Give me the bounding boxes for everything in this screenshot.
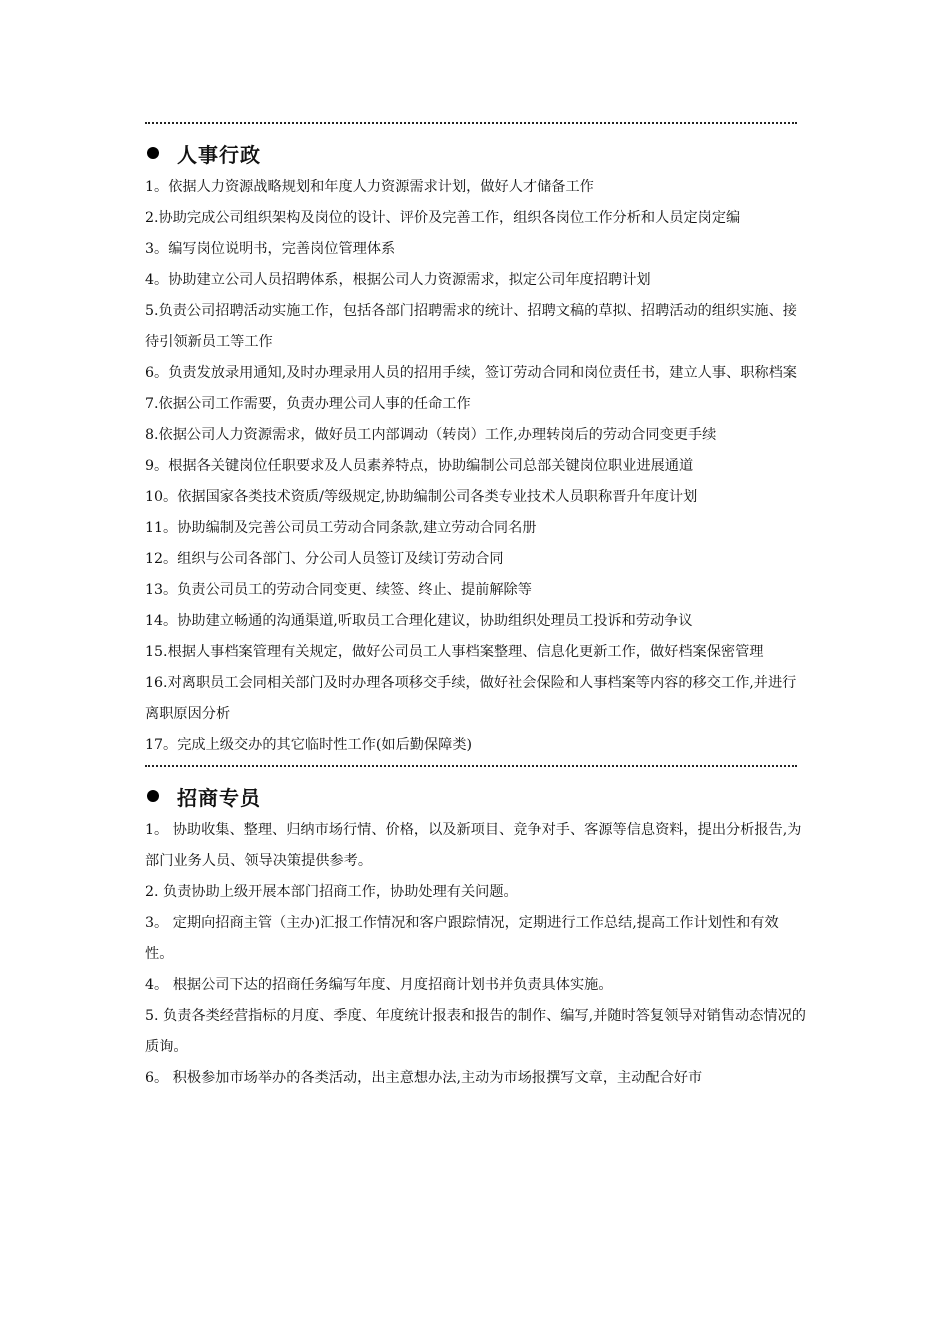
section-investment-specialist bbox=[145, 779, 807, 1094]
section-hr-admin bbox=[145, 136, 807, 761]
list-item: 2. 负责协助上级开展本部门招商工作，协助处理有关问题。 bbox=[145, 884, 518, 900]
list-item: 2.协助完成公司组织架构及岗位的设计、评价及完善工作，组织各岗位工作分析和人员定岗定编 bbox=[145, 210, 741, 226]
bullet-icon bbox=[147, 790, 159, 802]
list-item: 3。 定期向招商主管（主办)汇报工作情况和客户跟踪情况，定期进行工作总结,提高工作计划性和有效性。 bbox=[145, 915, 779, 962]
list-item: 1。 协助收集、整理、归纳市场行情、价格，以及新项目、竞争对手、客源等信息资料，提出分析报告,为部门业务人员、领导决策提供参考。 bbox=[145, 822, 802, 869]
dotted-divider bbox=[145, 765, 797, 771]
dotted-divider bbox=[145, 122, 797, 128]
document-page bbox=[145, 118, 807, 1094]
list-item: 14。协助建立畅通的沟通渠道,听取员工合理化建议，协助组织处理员工投诉和劳动争议 bbox=[145, 613, 693, 629]
section-heading bbox=[145, 136, 807, 170]
list-item: 4。协助建立公司人员招聘体系，根据公司人力资源需求，拟定公司年度招聘计划 bbox=[145, 272, 651, 288]
list-item: 16.对离职员工会同相关部门及时办理各项移交手续，做好社会保险和人事档案等内容的移交工作,并进行离职原因分析 bbox=[145, 675, 797, 722]
list-item: 6。负责发放录用通知,及时办理录用人员的招用手续，签订劳动合同和岗位责任书，建立人事、职称档案 bbox=[145, 365, 797, 381]
list-item: 13。负责公司员工的劳动合同变更、续签、终止、提前解除等 bbox=[145, 582, 532, 598]
section-title: 招商专员 bbox=[177, 785, 261, 810]
section-title: 人事行政 bbox=[177, 142, 261, 167]
list-item: 9。根据各关键岗位任职要求及人员素养特点，协助编制公司总部关键岗位职业进展通道 bbox=[145, 458, 694, 474]
list-item: 5. 负责各类经营指标的月度、季度、年度统计报表和报告的制作、编写,并随时答复领导对销售动态情况的质询。 bbox=[145, 1008, 806, 1055]
list-item: 4。 根据公司下达的招商任务编写年度、月度招商计划书并负责具体实施。 bbox=[145, 977, 613, 993]
bullet-icon bbox=[147, 147, 159, 159]
list-item: 11。协助编制及完善公司员工劳动合同条款,建立劳动合同名册 bbox=[145, 520, 537, 536]
list-item: 5.负责公司招聘活动实施工作，包括各部门招聘需求的统计、招聘文稿的草拟、招聘活动的组织实施、接待引领新员工等工作 bbox=[145, 303, 797, 350]
list-item: 10。依据国家各类技术资质/等级规定,协助编制公司各类专业技术人员职称晋升年度计划 bbox=[145, 489, 698, 505]
list-item: 17。完成上级交办的其它临时性工作(如后勤保障类) bbox=[145, 737, 473, 753]
list-item: 12。组织与公司各部门、分公司人员签订及续订劳动合同 bbox=[145, 551, 504, 567]
list-item: 15.根据人事档案管理有关规定，做好公司员工人事档案整理、信息化更新工作，做好档案保密管理 bbox=[145, 644, 764, 660]
list-item: 1。依据人力资源战略规划和年度人力资源需求计划，做好人才储备工作 bbox=[145, 179, 594, 195]
list-item: 3。编写岗位说明书，完善岗位管理体系 bbox=[145, 241, 396, 257]
list-item: 7.依据公司工作需要，负责办理公司人事的任命工作 bbox=[145, 396, 471, 412]
section-heading bbox=[145, 779, 807, 813]
list-item: 8.依据公司人力资源需求，做好员工内部调动（转岗）工作,办理转岗后的劳动合同变更手续 bbox=[145, 427, 717, 443]
list-item: 6。 积极参加市场举办的各类活动，出主意想办法,主动为市场报撰写文章，主动配合好市 bbox=[145, 1070, 703, 1086]
